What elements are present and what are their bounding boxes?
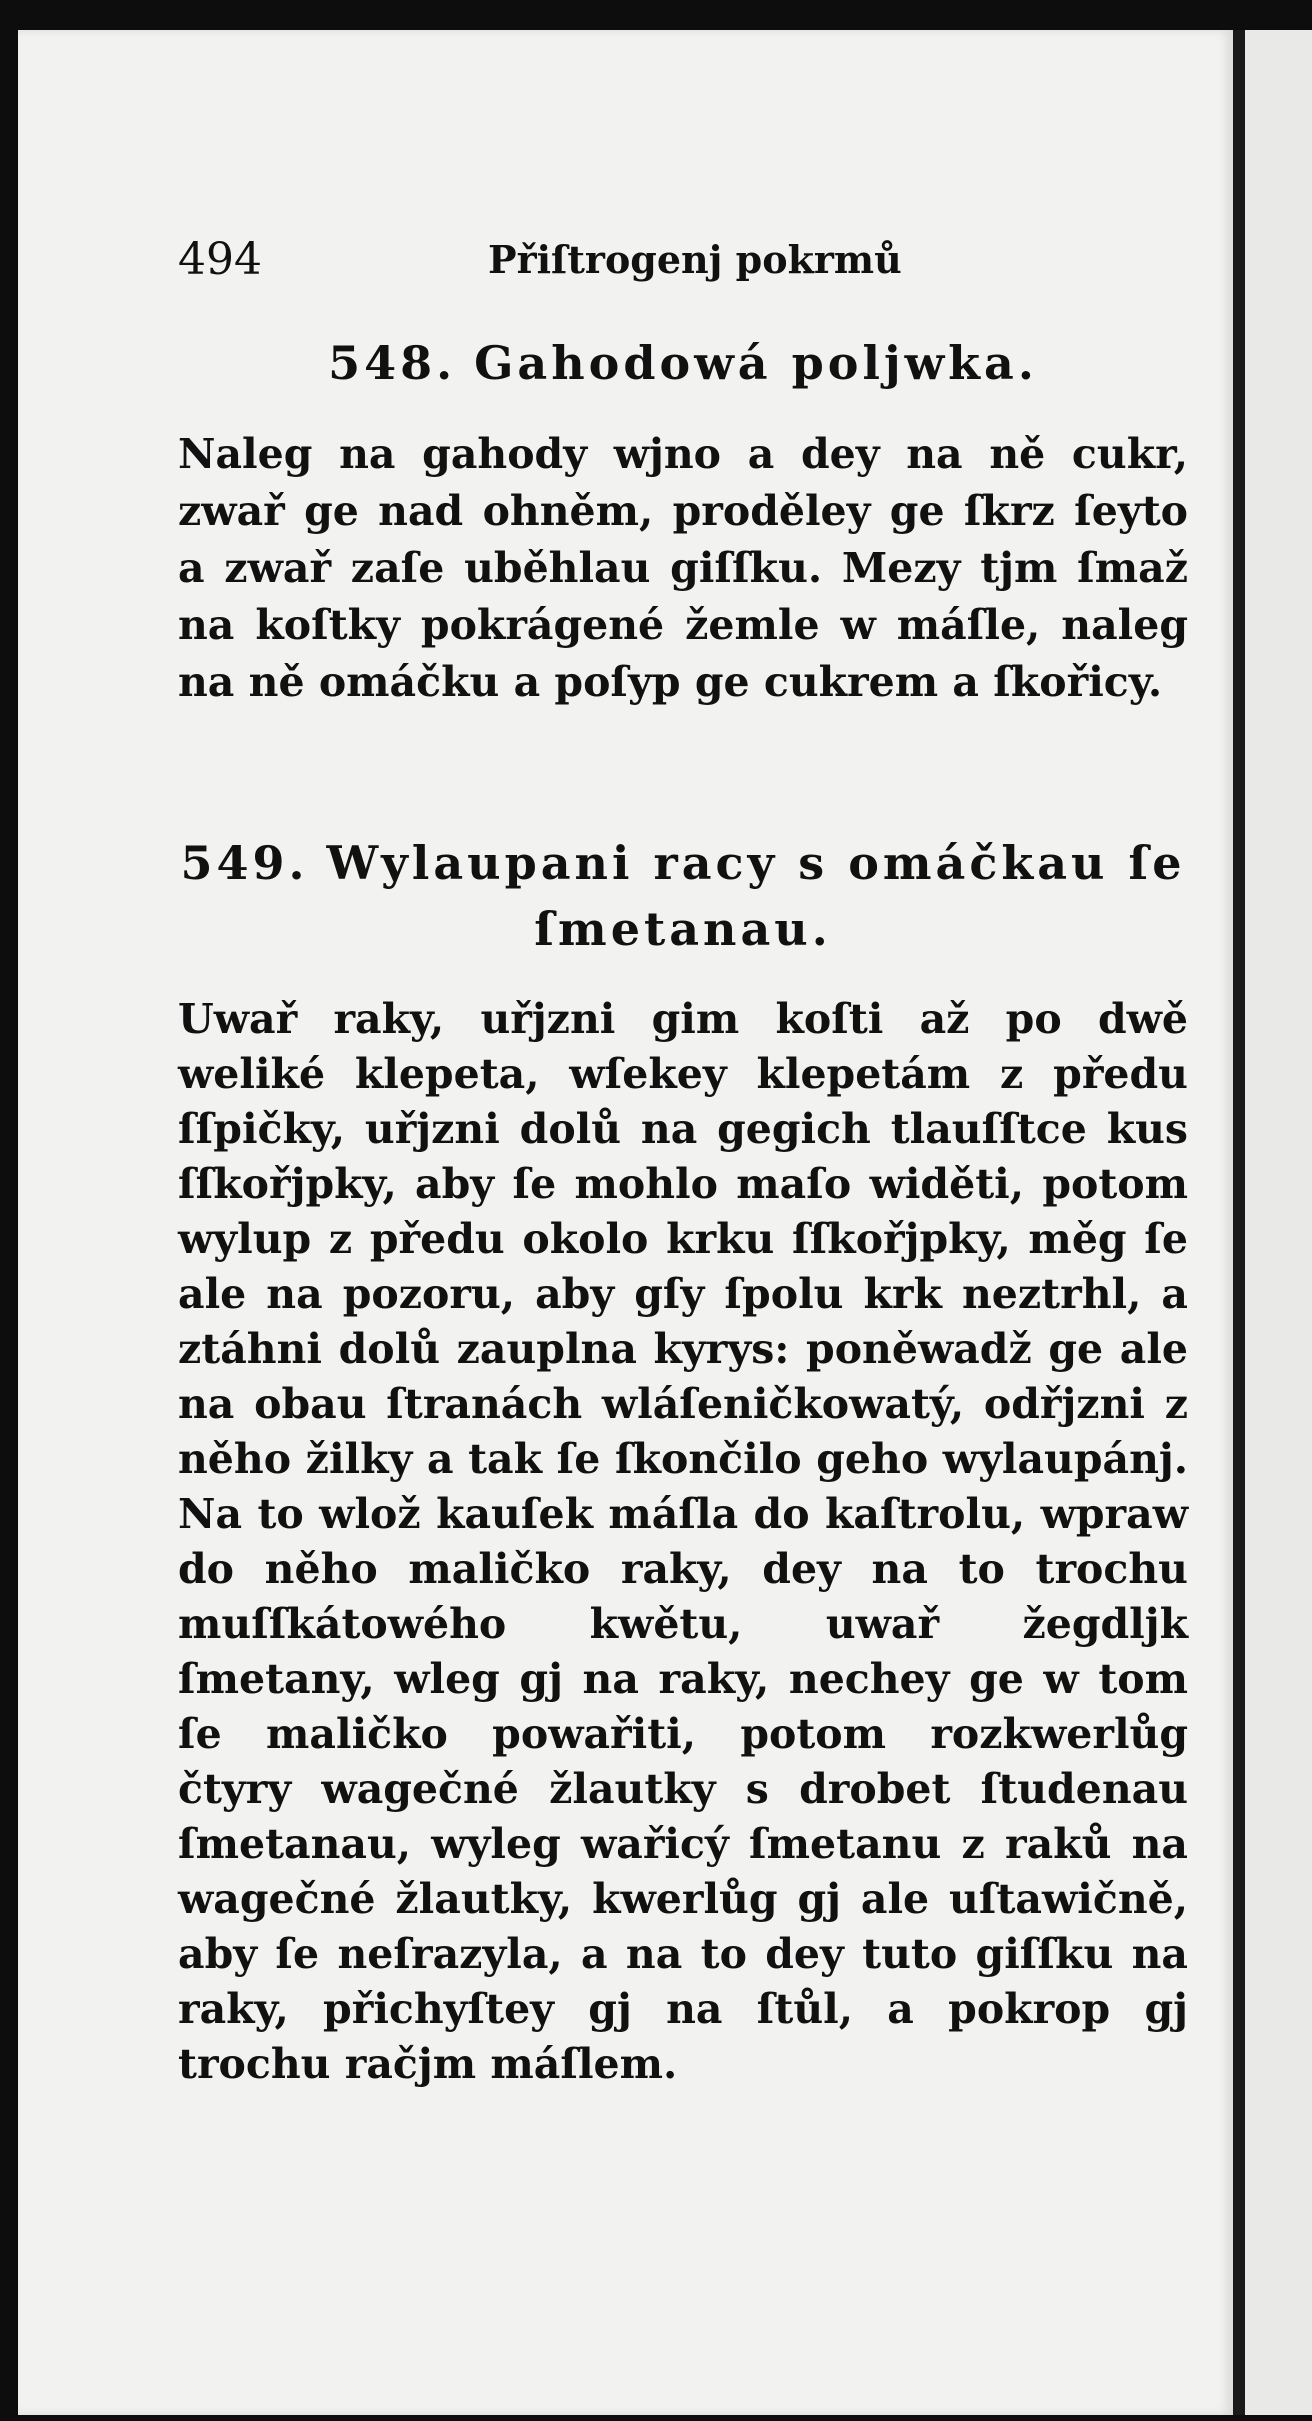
book-page [18,30,1233,2415]
recipe-title: Gahodowá poljwka. [474,336,1038,390]
recipe-body: Uwař raky, uřjzni gim koſti až po dwě weliké klepeta, wſekey klepetám z předu ſſpičky, uřjzni dolů na gegich tlauſſtce kus ſſkořjpky, aby ſe mohlo maſo widěti, potom wylup z předu okolo krku ſſkořjpky, měg ſe ale na pozoru, aby gſy ſpolu krk neztrhl, a ztáhni dolů zauplna kyrys: poněwadž ge ale na obau ſtranách wláſeničkowatý, odřjzni z něho žilky a tak ſe ſkončilo geho wylaupánj. Na to wlož kauſek máſla do kaſtrolu, wpraw do něho maličko raky, dey na to trochu muſſkátowého kwětu, uwař žegdljk ſmetany, wleg gj na raky, nechey ge w tom ſe maličko powařiti, potom rozkwerlůg čtyry wagečné žlautky s drobet ſtudenau ſmetanau, wyleg wařicý ſmetanu z raků na wagečné žlautky, kwerlůg gj ale uſtawičně, aby ſe neſrazyla, a na to dey tuto giſſku na raky, přichyſtey gj na ſtůl, a pokrop gj trochu račjm máſlem. [178,995,1188,2088]
adjacent-page-edge [1245,30,1312,2415]
recipe-heading [178,330,1188,396]
page-gutter-shadow [1233,30,1245,2415]
running-title: Přiſtrogenj pokrmů [488,237,902,282]
page-number: 494 [178,234,262,285]
recipe-number: 548. [328,336,457,390]
recipe-number: 549. [180,836,309,890]
recipe-heading [178,830,1188,962]
recipe-549 [178,830,1188,2092]
recipe-body: Naleg na gahody wjno a dey na ně cukr, zwař ge nad ohněm, proděley ge ſkrz ſeyto a zwař zaſe uběhlau giſſku. Mezy tjm ſmaž na koſtky pokrágené žemle w máſle, naleg na ně omáčku a poſyp ge cukrem a ſkořicy. [178,430,1188,706]
recipe-title: Wylaupani racy s omáčkau ſe ſmetanau. [326,836,1186,956]
recipe-548 [178,330,1188,711]
running-head [18,225,1233,295]
